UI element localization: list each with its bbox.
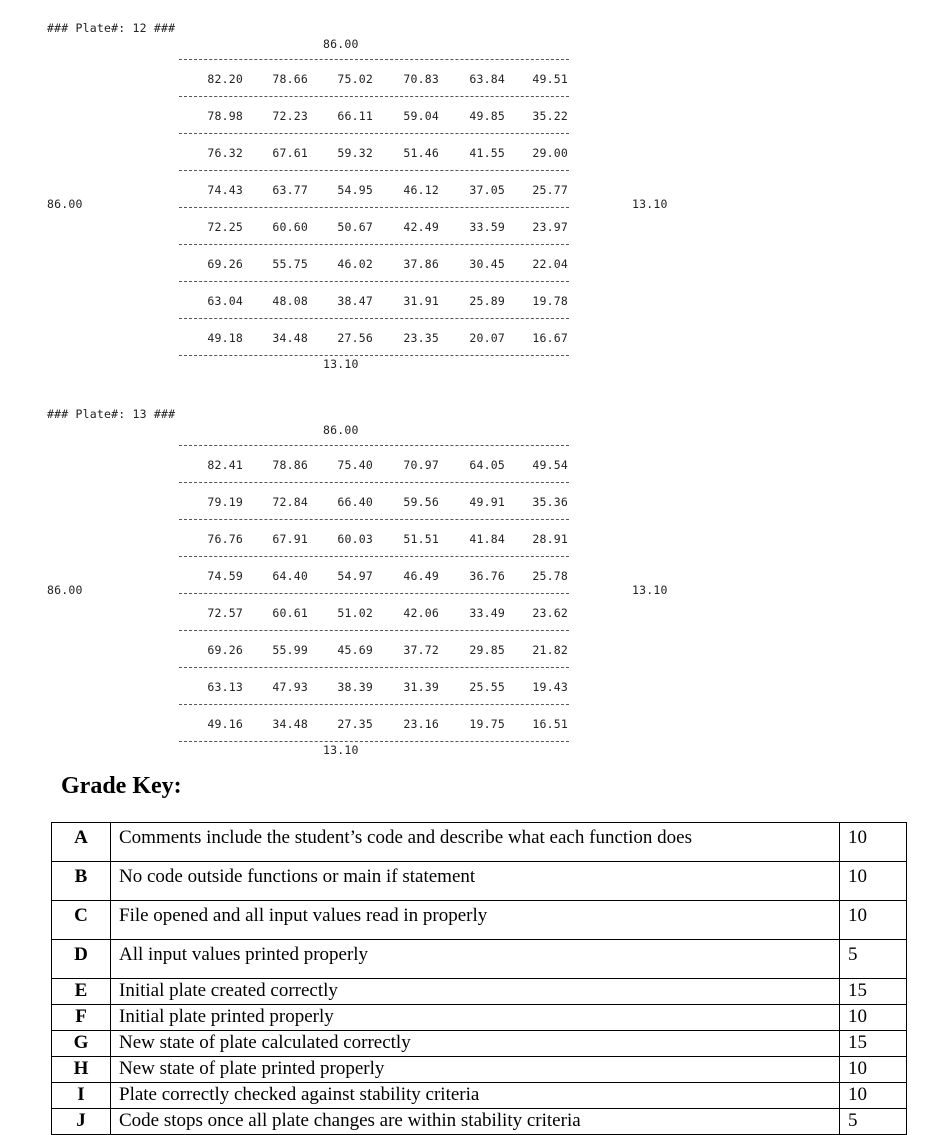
grade-criterion: All input values printed properly [111, 940, 840, 979]
plate-cell-value: 72.25 [207, 220, 243, 234]
plate-grid [179, 59, 569, 356]
grade-letter: D [52, 940, 111, 979]
grade-points: 10 [840, 1005, 907, 1031]
plate-cell-value: 54.95 [337, 183, 373, 197]
plate-grid-row [179, 207, 569, 244]
grade-criterion: No code outside functions or main if statement [111, 862, 840, 901]
grade-points: 5 [840, 940, 907, 979]
grade-key-row [52, 979, 907, 1005]
plate-cell-value: 38.39 [337, 680, 373, 694]
plate-cell-value: 59.56 [403, 495, 439, 509]
grade-criterion: New state of plate calculated correctly [111, 1031, 840, 1057]
plate-cell-value: 25.77 [532, 183, 568, 197]
plate-cell-value: 67.61 [272, 146, 308, 160]
plate-cell-value: 34.48 [272, 331, 308, 345]
plate-cell-value: 72.57 [207, 606, 243, 620]
grade-points: 10 [840, 862, 907, 901]
plate-cell-value: 27.56 [337, 331, 373, 345]
plate-cell-value: 69.26 [207, 257, 243, 271]
plate-bottom-edge-value: 13.10 [323, 357, 359, 371]
plate-grid-row [179, 133, 569, 170]
plate-cell-value: 27.35 [337, 717, 373, 731]
plate-cell-value: 45.69 [337, 643, 373, 657]
plate-top-edge-value: 86.00 [323, 37, 359, 51]
plate-cell-value: 35.22 [532, 109, 568, 123]
plate-cell-value: 49.18 [207, 331, 243, 345]
grade-key-row [52, 901, 907, 940]
plate-grid-row [179, 630, 569, 667]
plate-cell-value: 60.61 [272, 606, 308, 620]
plate-cell-value: 42.06 [403, 606, 439, 620]
plate-header: ### Plate#: 12 ### [47, 21, 176, 35]
plate-cell-value: 33.59 [469, 220, 505, 234]
plate-cell-value: 23.97 [532, 220, 568, 234]
plate-cell-value: 21.82 [532, 643, 568, 657]
plate-cell-value: 63.77 [272, 183, 308, 197]
grade-key-row [52, 862, 907, 901]
plate-cell-value: 22.04 [532, 257, 568, 271]
grade-key-row [52, 1031, 907, 1057]
plate-cell-value: 55.75 [272, 257, 308, 271]
plate-cell-value: 72.84 [272, 495, 308, 509]
plate-cell-value: 78.86 [272, 458, 308, 472]
plate-cell-value: 60.03 [337, 532, 373, 546]
plate-cell-value: 33.49 [469, 606, 505, 620]
plate-cell-value: 64.40 [272, 569, 308, 583]
plate-cell-value: 41.55 [469, 146, 505, 160]
plate-top-edge-value: 86.00 [323, 423, 359, 437]
plate-cell-value: 66.11 [337, 109, 373, 123]
grade-key-title: Grade Key: [61, 773, 182, 799]
grade-points: 10 [840, 901, 907, 940]
grade-letter: G [52, 1031, 111, 1057]
plate-grid-row [179, 704, 569, 742]
plate-cell-value: 51.02 [337, 606, 373, 620]
grade-criterion: Plate correctly checked against stability criteria [111, 1083, 840, 1109]
plate-cell-value: 41.84 [469, 532, 505, 546]
plate-cell-value: 25.89 [469, 294, 505, 308]
grade-letter: C [52, 901, 111, 940]
grade-key-table [51, 822, 907, 1135]
plate-grid [179, 445, 569, 742]
plate-grid-row [179, 96, 569, 133]
plate-cell-value: 29.00 [532, 146, 568, 160]
plate-left-edge-value: 86.00 [47, 583, 83, 597]
plate-cell-value: 74.43 [207, 183, 243, 197]
plate-grid-row [179, 482, 569, 519]
plate-grid-row [179, 593, 569, 630]
plate-header: ### Plate#: 13 ### [47, 407, 176, 421]
plate-cell-value: 16.67 [532, 331, 568, 345]
grade-letter: E [52, 979, 111, 1005]
plate-cell-value: 63.84 [469, 72, 505, 86]
plate-cell-value: 55.99 [272, 643, 308, 657]
plate-cell-value: 59.32 [337, 146, 373, 160]
grade-criterion: Code stops once all plate changes are within stability criteria [111, 1109, 840, 1135]
plate-cell-value: 23.35 [403, 331, 439, 345]
grade-letter: I [52, 1083, 111, 1109]
plate-cell-value: 16.51 [532, 717, 568, 731]
grade-criterion: Comments include the student’s code and describe what each function does [111, 823, 840, 862]
plate-cell-value: 75.40 [337, 458, 373, 472]
grade-points: 15 [840, 1031, 907, 1057]
plate-cell-value: 72.23 [272, 109, 308, 123]
plate-cell-value: 49.91 [469, 495, 505, 509]
grade-criterion: File opened and all input values read in properly [111, 901, 840, 940]
plate-cell-value: 19.78 [532, 294, 568, 308]
plate-cell-value: 49.51 [532, 72, 568, 86]
plate-grid-row [179, 519, 569, 556]
plate-grid-row [179, 556, 569, 593]
plate-right-edge-value: 13.10 [632, 583, 668, 597]
plate-grid-row [179, 281, 569, 318]
plate-cell-value: 46.12 [403, 183, 439, 197]
plate-cell-value: 19.43 [532, 680, 568, 694]
plate-cell-value: 74.59 [207, 569, 243, 583]
plate-cell-value: 37.72 [403, 643, 439, 657]
grade-points: 10 [840, 1057, 907, 1083]
plate-cell-value: 76.32 [207, 146, 243, 160]
plate-cell-value: 23.62 [532, 606, 568, 620]
plate-cell-value: 36.76 [469, 569, 505, 583]
plate-cell-value: 20.07 [469, 331, 505, 345]
plate-cell-value: 64.05 [469, 458, 505, 472]
plate-cell-value: 23.16 [403, 717, 439, 731]
plate-grid-row [179, 244, 569, 281]
plate-cell-value: 25.55 [469, 680, 505, 694]
plate-cell-value: 48.08 [272, 294, 308, 308]
plate-cell-value: 31.39 [403, 680, 439, 694]
plate-bottom-edge-value: 13.10 [323, 743, 359, 757]
grade-points: 10 [840, 823, 907, 862]
plate-cell-value: 37.86 [403, 257, 439, 271]
plate-cell-value: 37.05 [469, 183, 505, 197]
plate-grid-row [179, 170, 569, 207]
grade-key-row [52, 1057, 907, 1083]
plate-cell-value: 46.49 [403, 569, 439, 583]
grade-points: 15 [840, 979, 907, 1005]
grade-points: 5 [840, 1109, 907, 1135]
plate-cell-value: 67.91 [272, 532, 308, 546]
plate-cell-value: 78.98 [207, 109, 243, 123]
plate-cell-value: 34.48 [272, 717, 308, 731]
plate-cell-value: 30.45 [469, 257, 505, 271]
plate-cell-value: 54.97 [337, 569, 373, 583]
plate-cell-value: 28.91 [532, 532, 568, 546]
plate-cell-value: 82.20 [207, 72, 243, 86]
plate-cell-value: 63.13 [207, 680, 243, 694]
plate-cell-value: 76.76 [207, 532, 243, 546]
plate-cell-value: 60.60 [272, 220, 308, 234]
plate-cell-value: 38.47 [337, 294, 373, 308]
grade-points: 10 [840, 1083, 907, 1109]
plate-cell-value: 79.19 [207, 495, 243, 509]
grade-key-row [52, 1083, 907, 1109]
grade-key-row [52, 823, 907, 862]
plate-cell-value: 19.75 [469, 717, 505, 731]
plate-cell-value: 50.67 [337, 220, 373, 234]
grade-letter: B [52, 862, 111, 901]
plate-13-block [0, 407, 928, 777]
plate-cell-value: 46.02 [337, 257, 373, 271]
grade-letter: A [52, 823, 111, 862]
plate-cell-value: 78.66 [272, 72, 308, 86]
plate-cell-value: 25.78 [532, 569, 568, 583]
plate-cell-value: 51.46 [403, 146, 439, 160]
plate-cell-value: 75.02 [337, 72, 373, 86]
plate-grid-row [179, 59, 569, 96]
plate-grid-row [179, 445, 569, 482]
plate-cell-value: 69.26 [207, 643, 243, 657]
plate-cell-value: 49.85 [469, 109, 505, 123]
plate-cell-value: 66.40 [337, 495, 373, 509]
grade-key-row [52, 940, 907, 979]
plate-cell-value: 63.04 [207, 294, 243, 308]
plate-cell-value: 31.91 [403, 294, 439, 308]
grade-letter: F [52, 1005, 111, 1031]
plate-cell-value: 59.04 [403, 109, 439, 123]
grade-criterion: Initial plate created correctly [111, 979, 840, 1005]
plate-grid-row [179, 318, 569, 356]
plate-cell-value: 82.41 [207, 458, 243, 472]
plate-left-edge-value: 86.00 [47, 197, 83, 211]
grade-key-row [52, 1005, 907, 1031]
plate-cell-value: 70.83 [403, 72, 439, 86]
grade-letter: J [52, 1109, 111, 1135]
plate-cell-value: 49.54 [532, 458, 568, 472]
plate-cell-value: 29.85 [469, 643, 505, 657]
grade-letter: H [52, 1057, 111, 1083]
plate-cell-value: 47.93 [272, 680, 308, 694]
plate-cell-value: 51.51 [403, 532, 439, 546]
plate-cell-value: 70.97 [403, 458, 439, 472]
plate-right-edge-value: 13.10 [632, 197, 668, 211]
plate-grid-row [179, 667, 569, 704]
grade-criterion: Initial plate printed properly [111, 1005, 840, 1031]
plate-cell-value: 35.36 [532, 495, 568, 509]
plate-cell-value: 42.49 [403, 220, 439, 234]
plate-12-block [0, 21, 928, 391]
plate-cell-value: 49.16 [207, 717, 243, 731]
grade-criterion: New state of plate printed properly [111, 1057, 840, 1083]
